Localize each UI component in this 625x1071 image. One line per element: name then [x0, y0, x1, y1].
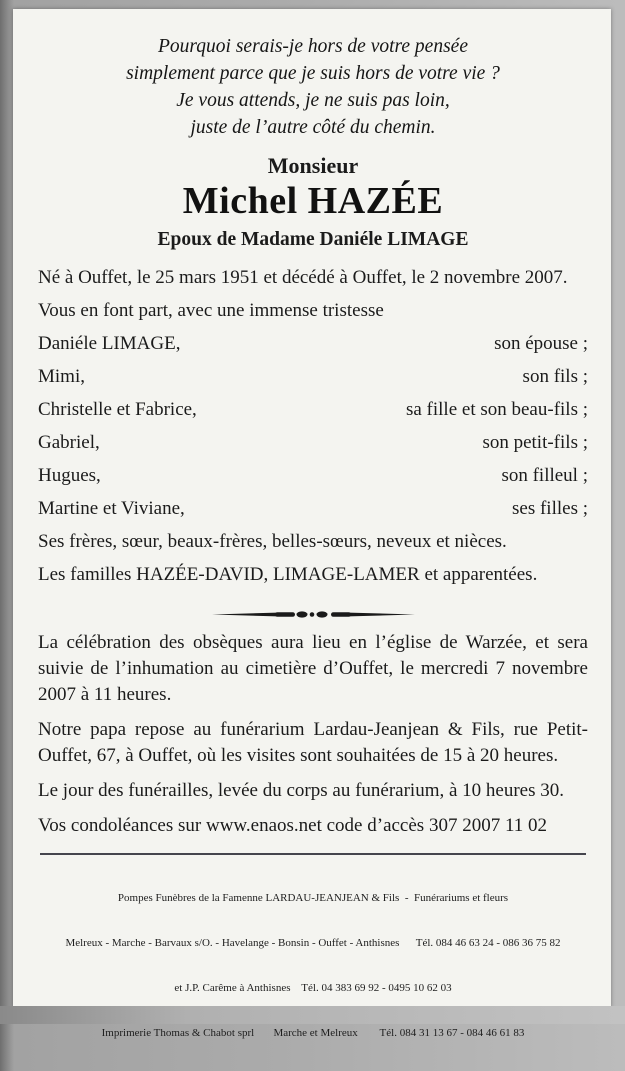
- relative-row: [38, 496, 588, 522]
- siblings-line: Ses frères, sœur, beaux-frères, belles-sœurs, neveux et nièces.: [38, 531, 507, 552]
- relative-relation: son petit-fils ;: [482, 432, 588, 453]
- announcement-line: Vous en font part, avec une immense tristesse: [38, 300, 384, 321]
- levee-du-corps-paragraph: Le jour des funérailles, levée du corps au funérarium, à 10 heures 30.: [38, 780, 564, 801]
- footer-line: Pompes Funèbres de la Famenne LARDAU-JEANJEAN & Fils - Funérariums et fleurs: [117, 892, 509, 904]
- families-line: Les familles HAZÉE-DAVID, LIMAGE-LAMER et apparentées.: [38, 564, 538, 585]
- repose-paragraph: Notre papa repose au funérarium Lardau-Jeanjean & Fils, rue Petit-Ouffet, 67, à Ouffet, où les visites sont souhaitées de 15 à 20 heures.: [38, 719, 588, 766]
- spouse-line: Epoux de Madame Daniéle LIMAGE: [157, 229, 469, 250]
- relative-name: Daniéle LIMAGE,: [38, 333, 181, 354]
- funeral-home-footer: [38, 861, 588, 1071]
- relative-relation: sa fille et son beau-fils ;: [405, 399, 588, 420]
- relative-row: [38, 397, 588, 423]
- scanner-background-strip: [0, 1006, 625, 1024]
- relative-relation: ses filles ;: [512, 498, 588, 519]
- deceased-name: Michel HAZÉE: [182, 180, 444, 222]
- relative-row: [38, 331, 588, 357]
- verse-line: juste de l’autre côté du chemin.: [190, 117, 436, 138]
- relative-row: [38, 364, 588, 390]
- memorial-card: [13, 9, 611, 1039]
- birth-death-paragraph: Né à Ouffet, le 25 mars 1951 et décédé à Ouffet, le 2 novembre 2007.: [38, 267, 568, 288]
- relative-row: [38, 430, 588, 456]
- relatives-list: [38, 331, 588, 522]
- relative-row: [38, 463, 588, 489]
- verse-line: Je vous attends, je ne suis pas loin,: [176, 90, 450, 111]
- footer-line: Imprimerie Thomas & Chabot sprl Marche et Melreux Tél. 084 31 13 67 - 084 46 61 83: [101, 1027, 525, 1039]
- relative-name: Mimi,: [38, 366, 85, 387]
- footer-separator: [40, 853, 586, 855]
- condolences-line: Vos condoléances sur www.enaos.net code d’accès 307 2007 11 02: [38, 815, 547, 836]
- relative-name: Martine et Viviane,: [38, 498, 185, 519]
- honorific: Monsieur: [267, 153, 359, 178]
- ornament-divider-icon: [38, 601, 588, 615]
- funeral-service-paragraph: La célébration des obsèques aura lieu en l’église de Warzée, et sera suivie de l’inhumation au cimetière d’Ouffet, le mercredi 7 novembre 2007 à 11 heures.: [38, 632, 588, 705]
- verse-line: Pourquoi serais-je hors de votre pensée: [158, 36, 468, 57]
- footer-line: et J.P. Carême à Anthisnes Tél. 04 383 69 92 - 0495 10 62 03: [174, 982, 452, 994]
- relative-relation: son épouse ;: [494, 333, 588, 354]
- verse-line: simplement parce que je suis hors de votre vie ?: [126, 63, 500, 84]
- relative-name: Christelle et Fabrice,: [38, 399, 197, 420]
- relative-relation: son fils ;: [522, 366, 588, 387]
- opening-verse: [38, 33, 588, 141]
- footer-line: Melreux - Marche - Barvaux s/O. - Havelange - Bonsin - Ouffet - Anthisnes Tél. 084 46 63 24 - 086 36 75 82: [65, 937, 561, 949]
- relative-name: Gabriel,: [38, 432, 100, 453]
- relative-name: Hugues,: [38, 465, 101, 486]
- relative-relation: son filleul ;: [501, 465, 588, 486]
